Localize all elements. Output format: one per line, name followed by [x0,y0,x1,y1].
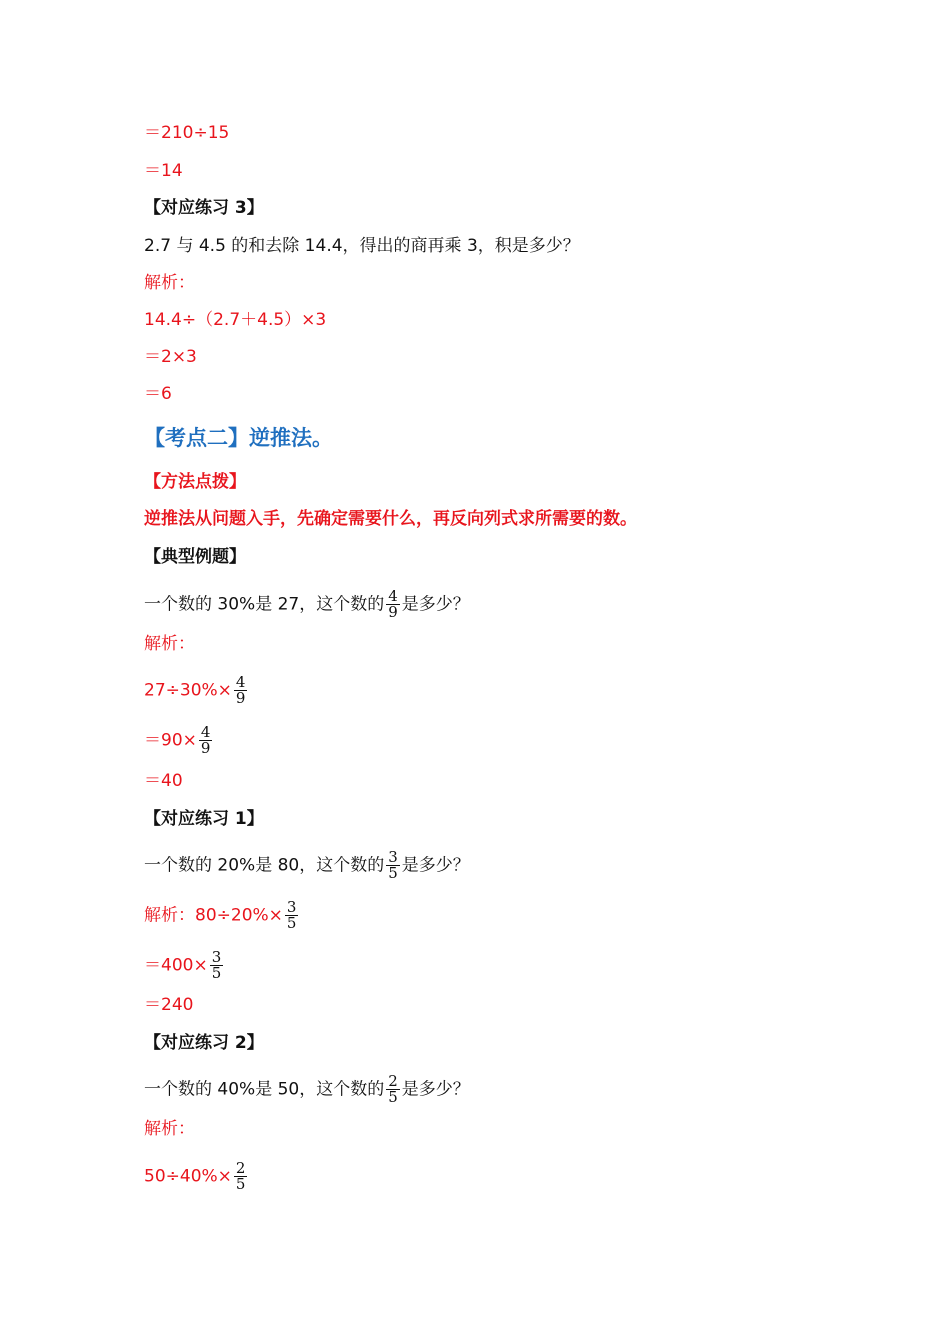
practice-3-question: 2.7 与 4.5 的和去除 14.4，得出的商再乘 3，积是多少？ [144,236,580,256]
practice-3-title: 【对应练习 3】 [144,198,264,218]
solution-step [144,950,225,981]
practice-1-title: 【对应练习 1】 [144,809,264,829]
step-text: 解析：80÷20%× [144,905,283,926]
fraction [386,589,400,620]
fraction-denominator: 9 [200,739,211,757]
fraction [210,950,224,981]
method-text: 逆推法从问题入手，先确定需要什么，再反向列式求所需要的数。 [144,509,637,529]
solution-step [144,675,249,706]
fraction-numerator: 2 [235,1159,246,1177]
question-text: 一个数的 20%是 80，这个数的 [144,855,385,876]
section-heading: 【考点二】逆推法。 [144,426,333,450]
question-text: 是多少？ [401,1079,470,1100]
solution-step: 14.4÷（2.7＋4.5）×3 [144,310,327,330]
step-text: ＝400× [144,955,208,976]
fraction-numerator: 3 [211,948,222,966]
fraction-numerator: 4 [388,587,398,605]
fraction-denominator: 9 [388,603,398,621]
solution-step: ＝14 [144,161,183,181]
fraction [234,1161,248,1192]
question-text: 是多少？ [401,855,470,876]
fraction-numerator: 3 [286,898,297,916]
solution-step [144,900,300,931]
practice-2-title: 【对应练习 2】 [144,1033,264,1053]
solution-step: ＝2×3 [144,347,197,367]
practice-1-question [144,850,470,881]
analysis-label: 解析： [144,273,195,293]
analysis-label: 解析： [144,1119,195,1139]
analysis-label: 解析： [144,634,195,654]
fraction [199,725,213,756]
solution-step: ＝240 [144,995,194,1015]
example-question [144,589,470,620]
fraction-denominator: 5 [211,964,222,982]
fraction [386,1074,400,1105]
question-text: 是多少？ [401,594,470,615]
solution-step: ＝210÷15 [144,123,230,143]
fraction [386,850,400,881]
solution-step [144,725,214,756]
practice-2-question [144,1074,470,1105]
method-title: 【方法点拨】 [144,472,246,492]
fraction-denominator: 5 [388,864,398,882]
fraction-numerator: 4 [200,723,211,741]
step-text: 50÷40%× [144,1166,232,1187]
example-title: 【典型例题】 [144,547,246,567]
fraction-denominator: 5 [388,1088,398,1106]
fraction-numerator: 2 [388,1072,398,1090]
step-text: ＝90× [144,730,197,751]
fraction-denominator: 5 [235,1175,246,1193]
fraction-numerator: 4 [235,673,246,691]
fraction [285,900,299,931]
fraction-numerator: 3 [388,848,398,866]
question-text: 一个数的 40%是 50，这个数的 [144,1079,385,1100]
solution-step: ＝6 [144,384,172,404]
fraction-denominator: 9 [235,689,246,707]
step-text: 27÷30%× [144,680,232,701]
solution-step [144,1161,249,1192]
solution-step: ＝40 [144,771,183,791]
question-text: 一个数的 30%是 27，这个数的 [144,594,385,615]
fraction-denominator: 5 [286,914,297,932]
fraction [234,675,248,706]
